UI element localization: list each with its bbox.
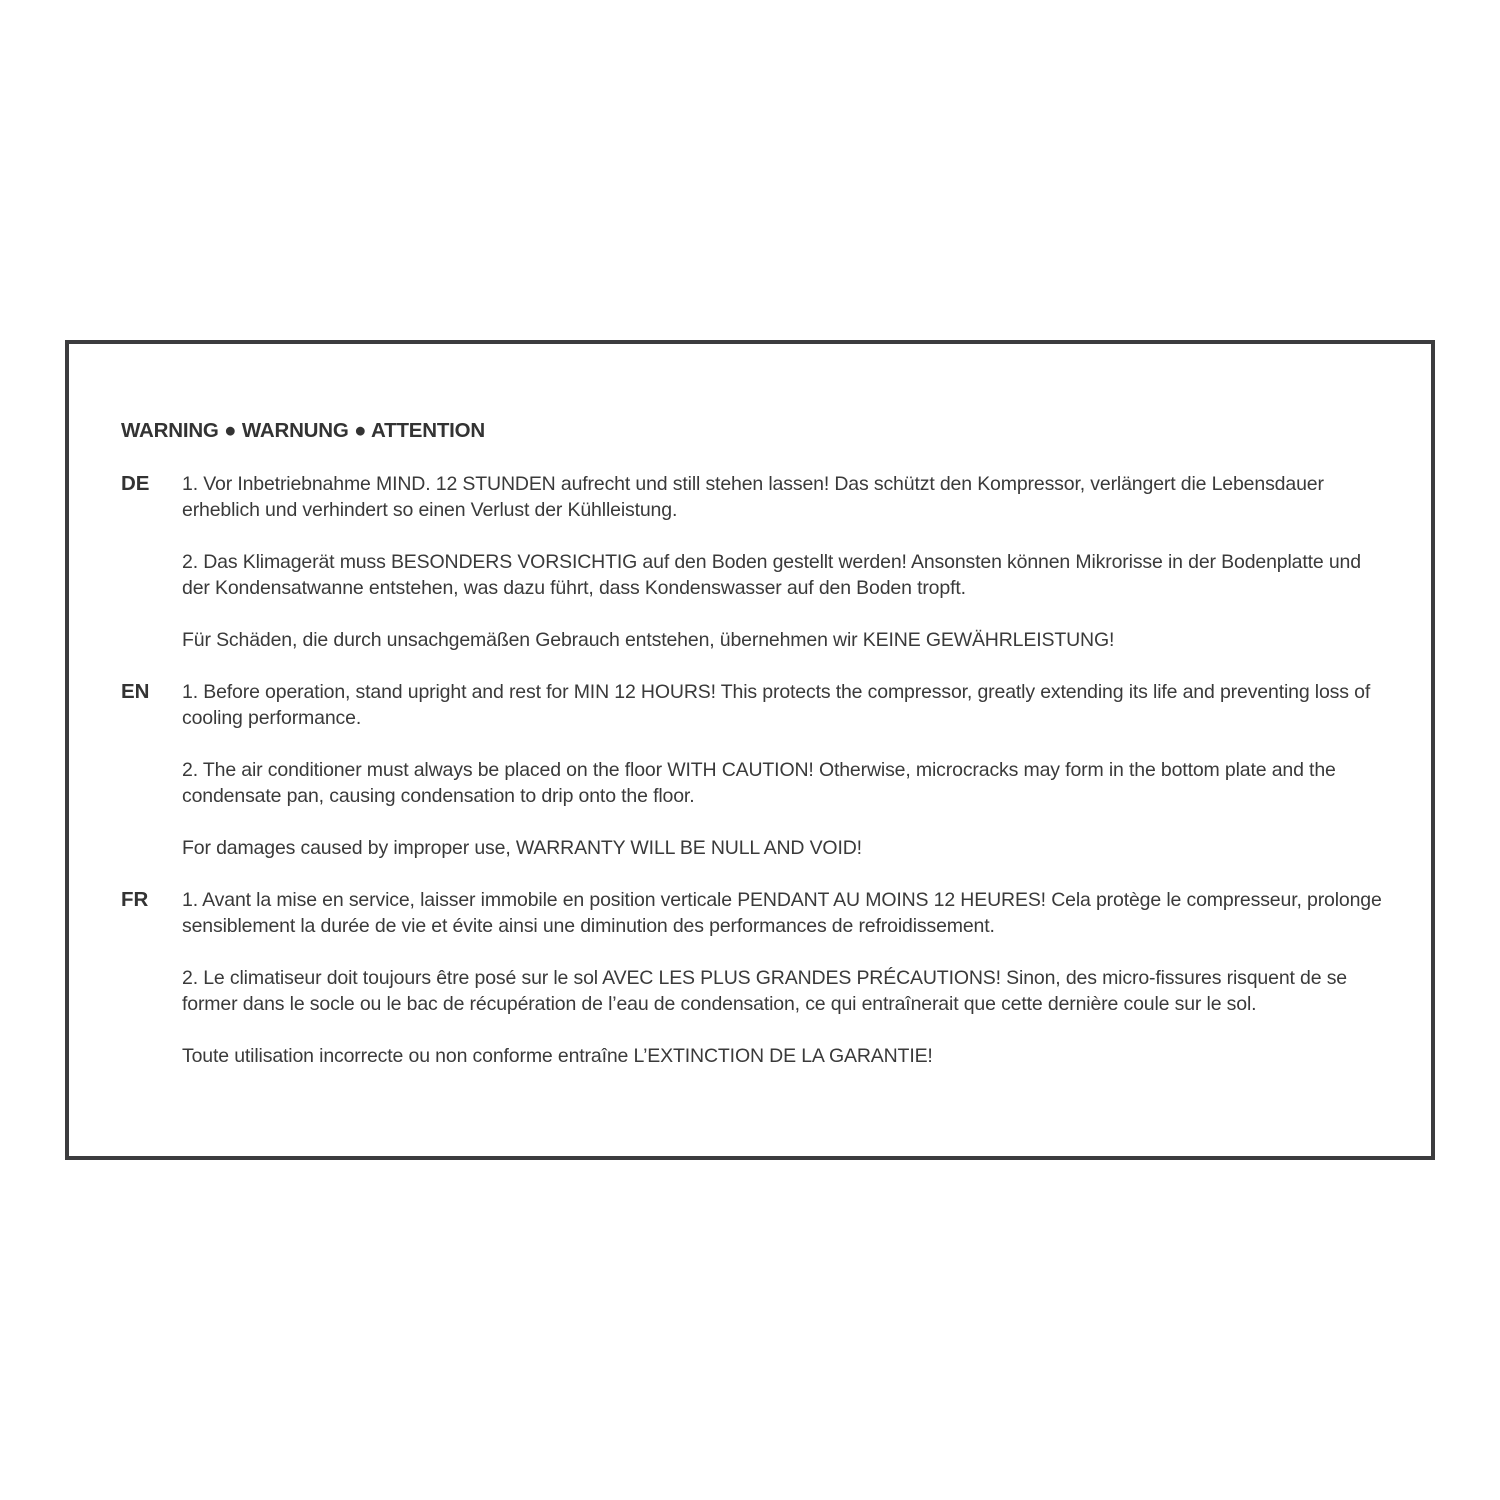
- de-paragraph-1: 1. Vor Inbetriebnahme MIND. 12 STUNDEN aufrecht und still stehen lassen! Das schützt den Kompressor, verlängert die Lebensdauer erheblich und verhindert so einen Verlust der Kühlleistung.: [182, 473, 1324, 521]
- de-paragraph-3: Für Schäden, die durch unsachgemäßen Gebrauch entstehen, übernehmen wir KEINE GEWÄHRLEISTUNG!: [182, 629, 1115, 651]
- fr-paragraph-2: 2. Le climatiseur doit toujours être posé sur le sol AVEC LES PLUS GRANDES PRÉCAUTIONS! Sinon, des micro-fissures risquent de se former dans le socle ou le bac de récupération de l’eau de condensation, ce qui entraînerait que cette dernière coule sur le sol.: [182, 967, 1347, 1015]
- en-paragraph-1: 1. Before operation, stand upright and rest for MIN 12 HOURS! This protects the compressor, greatly extending its life and preventing loss of cooling performance.: [182, 681, 1371, 729]
- section-de: [121, 471, 1391, 653]
- warning-label-box: [65, 340, 1435, 1160]
- warning-title: WARNING ● WARNUNG ● ATTENTION: [121, 419, 486, 442]
- de-paragraph-2: 2. Das Klimagerät muss BESONDERS VORSICHTIG auf den Boden gestellt werden! Ansonsten können Mikrorisse in der Bodenplatte und der Kondensatwanne entstehen, was dazu führt, dass Kondenswasser auf den Boden tropft.: [182, 551, 1361, 599]
- section-en: [121, 679, 1391, 861]
- warning-content: [121, 418, 1391, 1095]
- section-en-body: [182, 679, 1391, 861]
- en-paragraph-3: For damages caused by improper use, WARRANTY WILL BE NULL AND VOID!: [182, 837, 862, 859]
- section-fr: [121, 887, 1391, 1069]
- section-de-body: [182, 471, 1391, 653]
- lang-code-fr: FR: [121, 888, 149, 911]
- lang-code-de: DE: [121, 472, 150, 495]
- fr-paragraph-3: Toute utilisation incorrecte ou non conforme entraîne L’EXTINCTION DE LA GARANTIE!: [182, 1045, 933, 1067]
- en-paragraph-2: 2. The air conditioner must always be placed on the floor WITH CAUTION! Otherwise, microcracks may form in the bottom plate and the condensate pan, causing condensation to drip onto the floor.: [182, 759, 1336, 807]
- fr-paragraph-1: 1. Avant la mise en service, laisser immobile en position verticale PENDANT AU MOINS 12 HEURES! Cela protège le compresseur, prolonge sensiblement la durée de vie et évite ainsi une diminution des performances de refroidissement.: [182, 889, 1382, 937]
- section-fr-body: [182, 887, 1391, 1069]
- lang-code-en: EN: [121, 680, 150, 703]
